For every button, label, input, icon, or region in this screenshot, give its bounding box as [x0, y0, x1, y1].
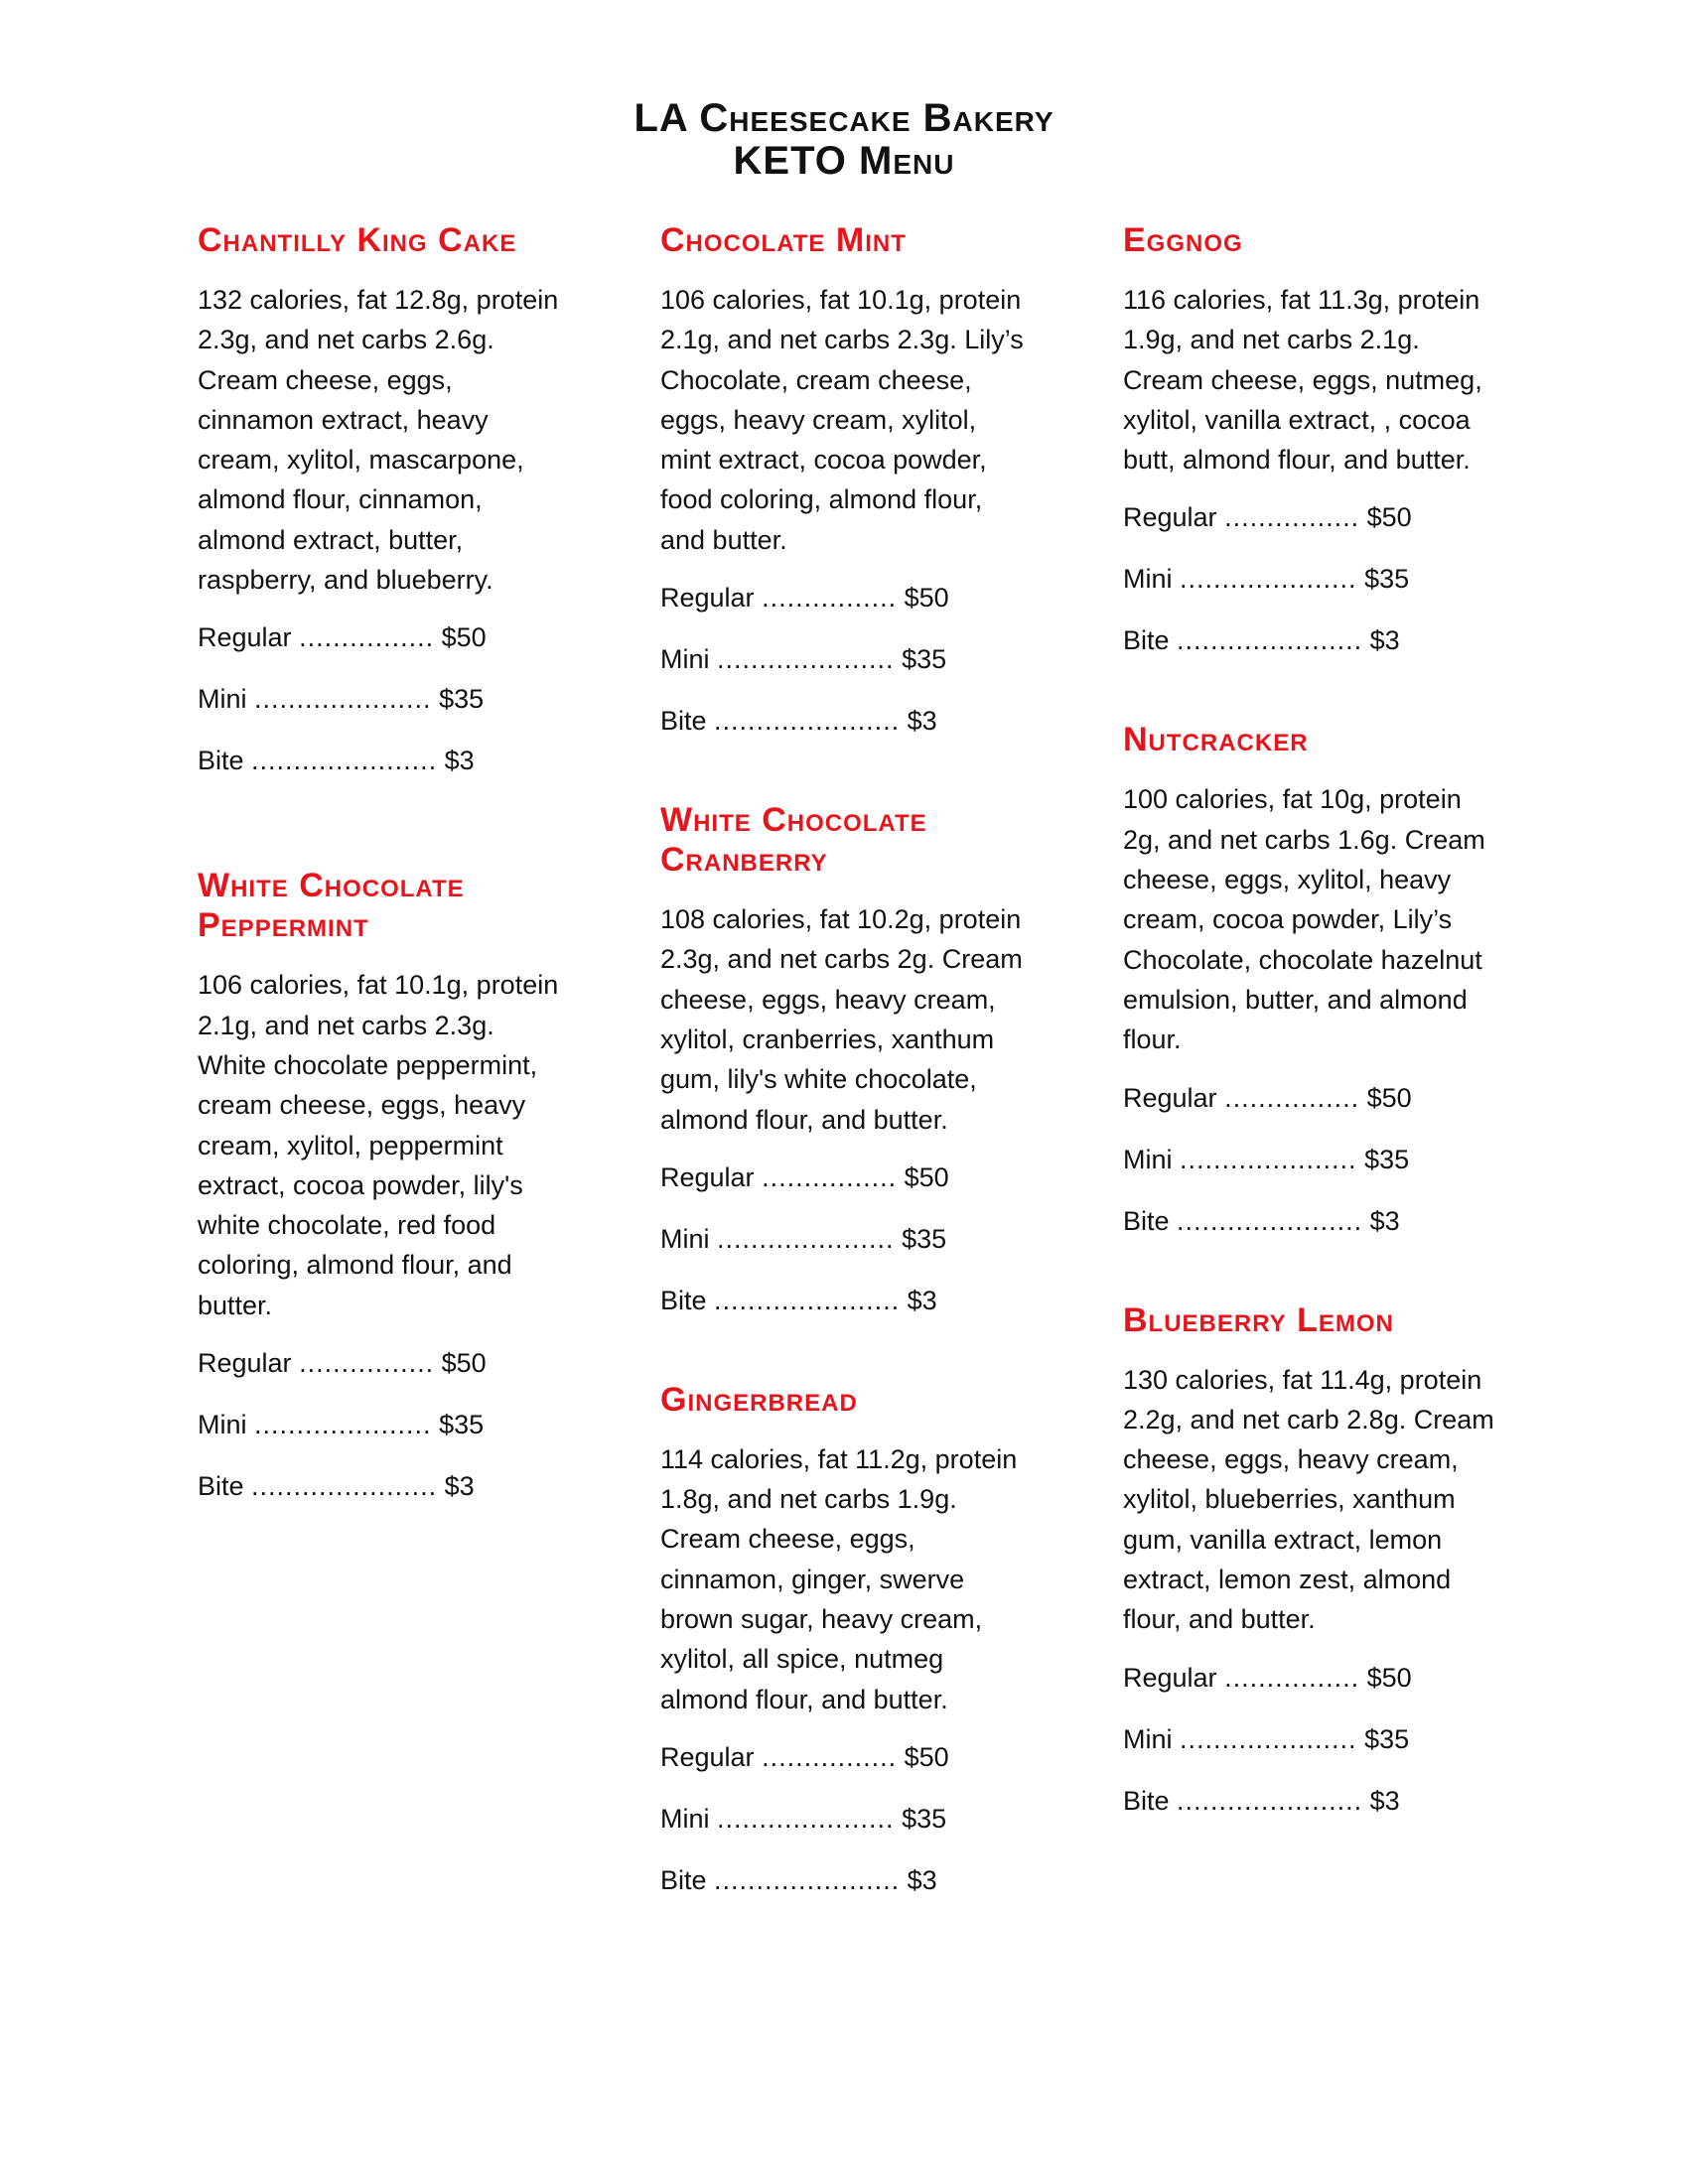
- size-label: Mini: [198, 1410, 247, 1440]
- leader-dots: ......................: [1177, 1205, 1363, 1236]
- size-label: Bite: [198, 1471, 244, 1502]
- leader-dots: ................: [1224, 1082, 1360, 1113]
- size-label: Regular: [660, 583, 755, 614]
- price-row-regular: [1123, 1658, 1500, 1698]
- price: $35: [1364, 1723, 1410, 1754]
- price: $35: [439, 1410, 485, 1440]
- price: $3: [907, 706, 937, 737]
- size-label: Bite: [1123, 625, 1170, 656]
- price: $35: [902, 644, 947, 675]
- size-label: Regular: [198, 1348, 292, 1379]
- menu-item-description: 106 calories, fat 10.1g, protein 2.1g, and net carbs 2.3g. Lily’s Chocolate, cream cheese, eggs, heavy cream, xylitol, mint extract, cocoa powder, food coloring, almond flour, and butter.: [660, 285, 1024, 555]
- price: $35: [439, 684, 485, 715]
- menu-item: [1123, 1300, 1500, 1821]
- size-label: Regular: [1123, 1662, 1217, 1693]
- size-label: Regular: [1123, 1082, 1217, 1113]
- size-label: Bite: [1123, 1205, 1170, 1236]
- leader-dots: ................: [299, 622, 435, 653]
- leader-dots: ................: [299, 1348, 435, 1379]
- price-row-bite: [1123, 620, 1500, 660]
- size-label: Mini: [1123, 1723, 1173, 1754]
- price: $50: [904, 1741, 949, 1772]
- menu-item: [660, 1380, 1038, 1900]
- price-row-mini: [1123, 1719, 1500, 1759]
- price: $3: [907, 1285, 937, 1315]
- price: $3: [1369, 1205, 1400, 1236]
- price-row-regular: [198, 617, 575, 657]
- menu-item: [1123, 720, 1500, 1240]
- leader-dots: ................: [1224, 502, 1360, 533]
- menu-item: [660, 800, 1038, 1320]
- leader-dots: .....................: [1180, 564, 1357, 595]
- price-row-mini: [660, 1799, 1038, 1839]
- price-row-regular: [660, 1737, 1038, 1777]
- leader-dots: .....................: [254, 684, 432, 715]
- price: $3: [907, 1864, 937, 1895]
- menu-column-3: [1123, 220, 1500, 1880]
- size-label: Regular: [660, 1741, 755, 1772]
- menu-item: [198, 866, 575, 1506]
- price-row-regular: [198, 1343, 575, 1383]
- menu-item-name: White Chocolate Cranberry: [660, 801, 927, 880]
- size-label: Mini: [660, 1803, 710, 1834]
- menu-header: [0, 97, 1688, 183]
- price-row-bite: [1123, 1201, 1500, 1241]
- size-label: Bite: [660, 706, 707, 737]
- menu-item-description: 116 calories, fat 11.3g, protein 1.9g, and net carbs 2.1g. Cream cheese, eggs, nutmeg, xylitol, vanilla extract, , cocoa butt, almond flour, and butter.: [1123, 285, 1482, 476]
- leader-dots: ......................: [1177, 1785, 1363, 1816]
- leader-dots: ......................: [714, 1285, 901, 1315]
- leader-dots: .....................: [1180, 1723, 1357, 1754]
- price-row-mini: [1123, 559, 1500, 599]
- leader-dots: .....................: [717, 1223, 895, 1254]
- size-label: Mini: [198, 684, 247, 715]
- price-row-bite: [1123, 1781, 1500, 1821]
- price-row-bite: [660, 1281, 1038, 1320]
- size-label: Bite: [660, 1864, 707, 1895]
- price-row-mini: [660, 639, 1038, 679]
- menu-item-description: 100 calories, fat 10g, protein 2g, and net carbs 1.6g. Cream cheese, eggs, xylitol, heavy cream, cocoa powder, Lily’s Chocolate, chocolate hazelnut emulsion, butter, and almond flour.: [1123, 784, 1485, 1055]
- menu-item-description: 130 calories, fat 11.4g, protein 2.2g, and net carb 2.8g. Cream cheese, eggs, heavy cream, xylitol, blueberries, xanthum gum, vanilla extract, lemon extract, lemon zest, almond flour, and butter.: [1123, 1364, 1494, 1635]
- leader-dots: ......................: [251, 1471, 438, 1502]
- size-label: Regular: [660, 1161, 755, 1192]
- price-row-regular: [660, 578, 1038, 617]
- menu-item-description: 108 calories, fat 10.2g, protein 2.3g, and net carbs 2g. Cream cheese, eggs, heavy cream, xylitol, cranberries, xanthum gum, lily's white chocolate, almond flour, and butter.: [660, 904, 1023, 1135]
- price: $35: [1364, 1144, 1410, 1174]
- price-row-mini: [660, 1219, 1038, 1259]
- price: $3: [1369, 625, 1400, 656]
- size-label: Bite: [1123, 1785, 1170, 1816]
- price-row-regular: [1123, 1078, 1500, 1118]
- menu-item-description: 106 calories, fat 10.1g, protein 2.1g, and net carbs 2.3g. White chocolate peppermint, cream cheese, eggs, heavy cream, xylitol, peppermint extract, cocoa powder, lily's white chocolate, red food coloring, almond flour, and butter.: [198, 970, 559, 1320]
- price: $3: [444, 1471, 475, 1502]
- leader-dots: .....................: [717, 1803, 895, 1834]
- menu-item-name: Blueberry Lemon: [1123, 1300, 1394, 1339]
- leader-dots: ......................: [251, 746, 438, 776]
- menu-item-name: White Chocolate Peppermint: [198, 867, 465, 945]
- leader-dots: ......................: [714, 1864, 901, 1895]
- price-row-bite: [660, 701, 1038, 741]
- menu-item: [1123, 220, 1500, 660]
- leader-dots: ................: [762, 1161, 898, 1192]
- menu-item-name: Gingerbread: [660, 1380, 858, 1419]
- price: $3: [444, 746, 475, 776]
- leader-dots: .....................: [717, 644, 895, 675]
- price-row-bite: [198, 1466, 575, 1506]
- leader-dots: ......................: [1177, 625, 1363, 656]
- leader-dots: .....................: [254, 1410, 432, 1440]
- price-row-bite: [660, 1860, 1038, 1900]
- menu-item-name: Chantilly King Cake: [198, 221, 517, 259]
- menu-item: [198, 220, 575, 780]
- price: $35: [902, 1803, 947, 1834]
- price: $35: [1364, 564, 1410, 595]
- menu-item: [660, 220, 1038, 741]
- size-label: Mini: [660, 644, 710, 675]
- menu-item-name: Eggnog: [1123, 221, 1243, 259]
- leader-dots: ................: [762, 583, 898, 614]
- price: $3: [1369, 1785, 1400, 1816]
- price: $50: [904, 583, 949, 614]
- size-label: Bite: [660, 1285, 707, 1315]
- menu-item-name: Nutcracker: [1123, 721, 1309, 759]
- menu-item-description: 114 calories, fat 11.2g, protein 1.8g, and net carbs 1.9g. Cream cheese, eggs, cinnamon, ginger, swerve brown sugar, heavy cream, xylitol, all spice, nutmeg almond flour, and butter.: [660, 1443, 1018, 1714]
- page-subtitle: KETO Menu: [733, 139, 955, 183]
- menu-item-description: 132 calories, fat 12.8g, protein 2.3g, and net carbs 2.6g. Cream cheese, eggs, cinnamon extract, heavy cream, xylitol, mascarpone, almond flour, cinnamon, almond extract, butter, raspberry, and blueberry.: [198, 285, 559, 596]
- leader-dots: ................: [762, 1741, 898, 1772]
- price: $50: [1366, 502, 1412, 533]
- price: $50: [441, 1348, 487, 1379]
- price-row-mini: [198, 1405, 575, 1444]
- price: $50: [1366, 1082, 1412, 1113]
- size-label: Mini: [1123, 564, 1173, 595]
- size-label: Mini: [1123, 1144, 1173, 1174]
- price-row-regular: [1123, 497, 1500, 537]
- price-row-bite: [198, 741, 575, 780]
- price: $50: [904, 1161, 949, 1192]
- leader-dots: ................: [1224, 1662, 1360, 1693]
- size-label: Regular: [198, 622, 292, 653]
- leader-dots: ......................: [714, 706, 901, 737]
- price-row-mini: [1123, 1140, 1500, 1179]
- leader-dots: .....................: [1180, 1144, 1357, 1174]
- page-title: LA Cheesecake Bakery: [633, 96, 1055, 140]
- size-label: Bite: [198, 746, 244, 776]
- size-label: Mini: [660, 1223, 710, 1254]
- price: $50: [441, 622, 487, 653]
- price: $35: [902, 1223, 947, 1254]
- size-label: Regular: [1123, 502, 1217, 533]
- menu-item-name: Chocolate Mint: [660, 221, 907, 259]
- price-row-regular: [660, 1158, 1038, 1197]
- price: $50: [1366, 1662, 1412, 1693]
- menu-column-2: [660, 220, 1038, 1960]
- menu-column-1: [198, 220, 575, 1591]
- price-row-mini: [198, 679, 575, 719]
